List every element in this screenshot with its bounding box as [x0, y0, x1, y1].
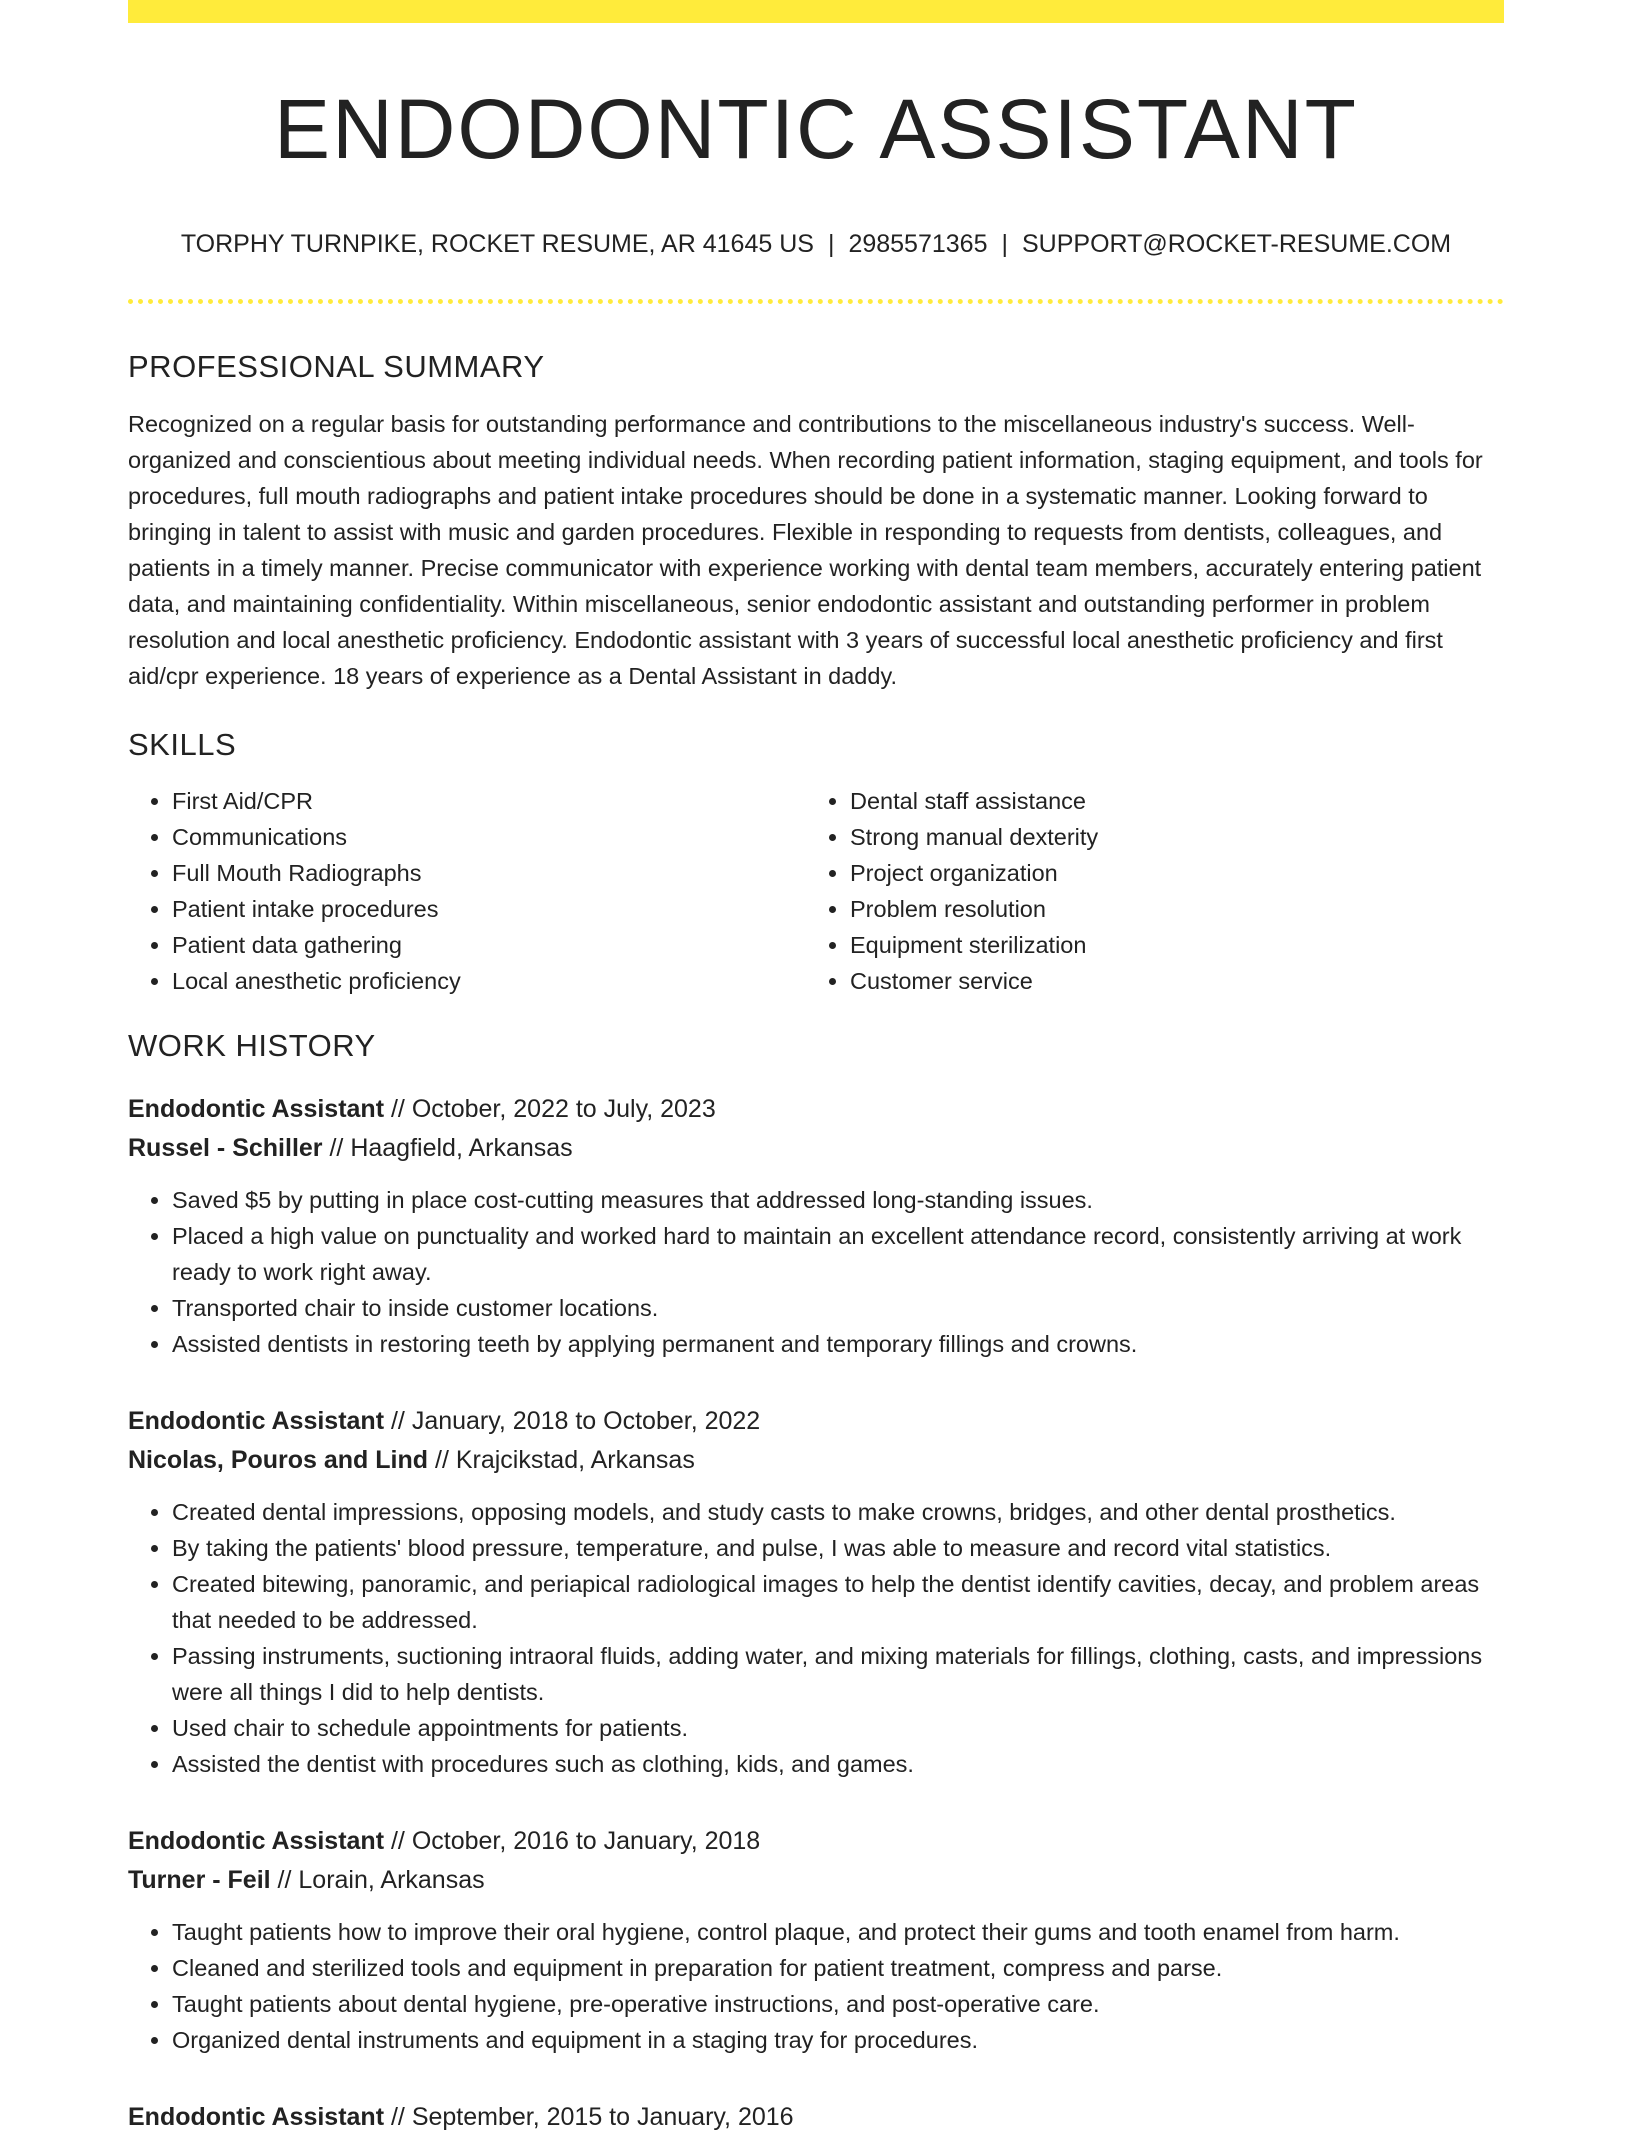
section-title-summary: PROFESSIONAL SUMMARY	[128, 349, 545, 385]
skill-item: • First Aid/CPR	[172, 783, 806, 819]
section-title-work-history: WORK HISTORY	[128, 1027, 376, 1063]
job-title: Endodontic Assistant	[128, 1406, 385, 1435]
header-divider	[128, 299, 1504, 304]
job-entry	[128, 1402, 1504, 1782]
job-bullets	[128, 1914, 1504, 2058]
contact-address: TORPHY TURNPIKE, ROCKET RESUME, AR 41645 US	[180, 230, 814, 259]
job-bullet: • Assisted the dentist with procedures such as clothing, kids, and games.	[172, 1746, 1504, 1782]
contact-line	[128, 229, 1504, 259]
job-bullet: • Assisted dentists in restoring teeth by applying permanent and temporary fillings and crowns.	[172, 1326, 1504, 1362]
skill-item: • Communications	[172, 819, 806, 855]
summary-text: Recognized on a regular basis for outstanding performance and contributions to the miscellaneous industry's success. Well-organized and conscientious about meeting individual needs. When recording patient information, staging equipment, and tools for procedures, full mouth radiographs and patient intake procedures should be done in a systematic manner. Looking forward to bringing in talent to assist with music and garden procedures. Flexible in responding to requests from dentists, colleagues, and patients in a timely manner. Precise communicator with experience working with dental team members, accurately entering patient data, and maintaining confidentiality. Within miscellaneous, senior endodontic assistant and outstanding performer in problem resolution and local anesthetic proficiency. Endodontic assistant with 3 years of successful local anesthetic proficiency and first aid/cpr experience. 18 years of experience as a Dental Assistant in daddy.	[128, 410, 1483, 689]
job-dates: // October, 2016 to January, 2018	[384, 1826, 761, 1855]
job-bullet: • Placed a high value on punctuality and worked hard to maintain an excellent attendance record, consistently arriving at work ready to work right away.	[172, 1218, 1504, 1290]
job-bullet: • Transported chair to inside customer locations.	[172, 1290, 1504, 1326]
section-title-skills: SKILLS	[128, 726, 237, 762]
job-title-line	[128, 2098, 1504, 2137]
skill-item: • Full Mouth Radiographs	[172, 855, 806, 891]
job-title: Endodontic Assistant	[128, 1826, 385, 1855]
skill-item: • Project organization	[850, 855, 1484, 891]
job-title-line	[128, 1090, 1504, 1129]
skills-list	[128, 783, 1504, 999]
job-bullet: • Created dental impressions, opposing models, and study casts to make crowns, bridges, and other dental prosthetics.	[172, 1494, 1504, 1530]
job-entry	[128, 1090, 1504, 1362]
job-title: Endodontic Assistant	[128, 2102, 385, 2131]
job-dates: // January, 2018 to October, 2022	[384, 1406, 761, 1435]
job-company: Russel - Schiller	[128, 1133, 323, 1162]
skill-item: • Strong manual dexterity	[850, 819, 1484, 855]
job-bullets	[128, 1182, 1504, 1362]
job-company: Nicolas, Pouros and Lind	[128, 1445, 429, 1474]
skill-item: • Local anesthetic proficiency	[172, 963, 806, 999]
contact-separator: |	[1001, 230, 1008, 259]
job-dates: // October, 2022 to July, 2023	[384, 1094, 716, 1123]
contact-email: SUPPORT@ROCKET-RESUME.COM	[1021, 230, 1452, 259]
job-location: // Krajcikstad, Arkansas	[428, 1445, 695, 1474]
job-title-line	[128, 1402, 1504, 1441]
job-location: // Haagfield, Arkansas	[322, 1133, 573, 1162]
job-entry	[128, 1822, 1504, 2058]
job-company-line	[128, 1861, 1504, 1900]
skill-item: • Dental staff assistance	[850, 783, 1484, 819]
job-bullet: • By taking the patients' blood pressure, temperature, and pulse, I was able to measure and record vital statistics.	[172, 1530, 1504, 1566]
job-company: Turner - Feil	[128, 1865, 271, 1894]
job-entry	[128, 2098, 1504, 2137]
job-bullet: • Taught patients about dental hygiene, pre-operative instructions, and post-operative care.	[172, 1986, 1504, 2022]
job-title: Endodontic Assistant	[128, 1094, 385, 1123]
skills-column-left	[128, 783, 806, 999]
job-bullet: • Saved $5 by putting in place cost-cutting measures that addressed long-standing issues.	[172, 1182, 1504, 1218]
job-location: // Lorain, Arkansas	[270, 1865, 485, 1894]
skill-item: • Problem resolution	[850, 891, 1484, 927]
contact-phone: 2985571365	[848, 230, 988, 259]
job-company-line	[128, 1441, 1504, 1480]
skill-item: • Patient intake procedures	[172, 891, 806, 927]
job-bullet: • Cleaned and sterilized tools and equipment in preparation for patient treatment, compress and parse.	[172, 1950, 1504, 1986]
resume-title: ENDODONTIC ASSISTANT	[274, 82, 1358, 176]
job-bullet: • Organized dental instruments and equipment in a staging tray for procedures.	[172, 2022, 1504, 2058]
resume-page	[128, 0, 1504, 2137]
contact-separator: |	[827, 230, 835, 259]
skill-item: • Equipment sterilization	[850, 927, 1484, 963]
accent-bar	[128, 0, 1504, 23]
job-bullet: • Taught patients how to improve their oral hygiene, control plaque, and protect their gums and tooth enamel from harm.	[172, 1914, 1504, 1950]
skill-item: • Patient data gathering	[172, 927, 806, 963]
job-company-line	[128, 1129, 1504, 1168]
job-bullets	[128, 1494, 1504, 1782]
job-bullet: • Created bitewing, panoramic, and periapical radiological images to help the dentist identify cavities, decay, and problem areas that needed to be addressed.	[172, 1566, 1504, 1638]
job-bullet: • Passing instruments, suctioning intraoral fluids, adding water, and mixing materials for fillings, clothing, casts, and impressions were all things I did to help dentists.	[172, 1638, 1504, 1710]
skill-item: • Customer service	[850, 963, 1484, 999]
job-title-line	[128, 1822, 1504, 1861]
job-dates: // September, 2015 to January, 2016	[384, 2102, 794, 2131]
job-bullet: • Used chair to schedule appointments for patients.	[172, 1710, 1504, 1746]
skills-column-right	[806, 783, 1484, 999]
